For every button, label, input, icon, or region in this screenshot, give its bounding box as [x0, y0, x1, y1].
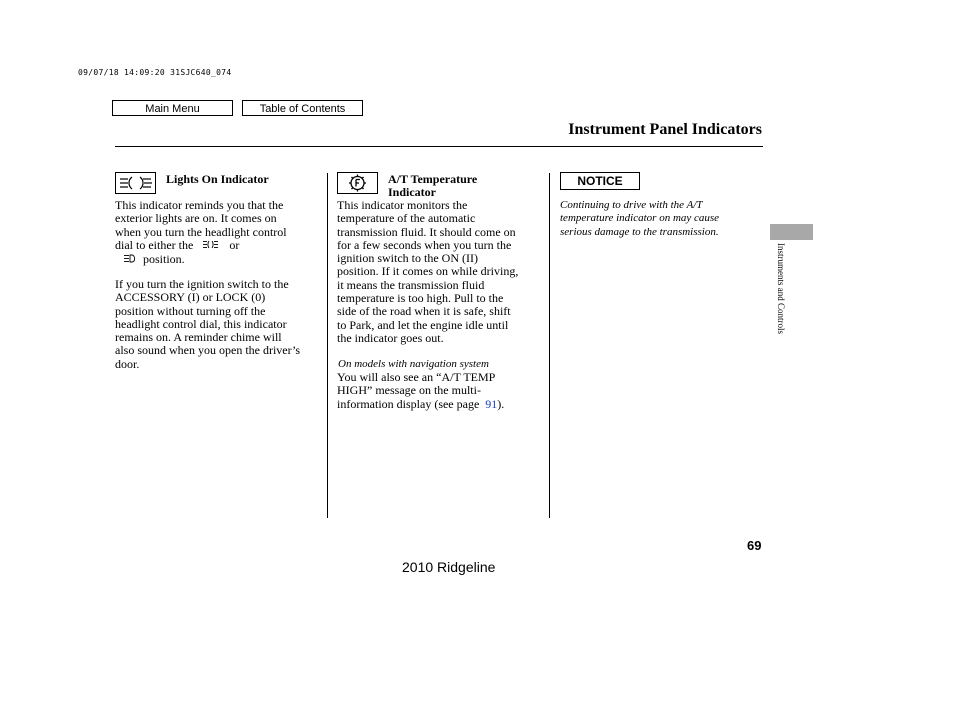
headlight-indicator-icon [115, 172, 156, 194]
section-tab-label: Instruments and Controls [776, 243, 786, 334]
notice-text: Continuing to drive with the A/T temperature indicator on may cause serious damage to the transmission. [560, 199, 720, 238]
at-temperature-heading: A/T Temperature Indicator [388, 172, 478, 199]
headlights-icon [123, 253, 137, 266]
page-number: 69 [747, 538, 762, 553]
column-divider [327, 173, 328, 518]
header-rule [115, 146, 763, 147]
table-of-contents-button[interactable]: Table of Contents [242, 100, 363, 116]
column-divider [549, 173, 550, 518]
at-temperature-icon [337, 172, 378, 194]
navigation-models-note: On models with navigation system [338, 358, 489, 370]
notice-label: NOTICE [560, 172, 640, 190]
at-temperature-paragraph-2: You will also see an “A/T TEMP HIGH” message on the multi- information display (see page 91). [337, 370, 505, 411]
lights-on-paragraph-2: If you turn the ignition switch to the ACCESSORY (I) or LOCK (0) position without turning off the headlight control dial, this indicator remains on. A reminder chime will also sound when you open the driver’s door. [115, 277, 301, 371]
model-footer: 2010 Ridgeline [402, 559, 496, 575]
lights-on-paragraph-1: This indicator reminds you that the exterior lights are on. It comes on when you turn the headlight control dial to either the or position. [115, 198, 287, 266]
main-menu-button[interactable]: Main Menu [112, 100, 233, 116]
print-stamp: 09/07/18 14:09:20 31SJC640_074 [78, 68, 232, 77]
parking-lights-icon [202, 239, 220, 252]
page-reference-link[interactable]: 91 [485, 396, 498, 411]
lights-on-heading: Lights On Indicator [166, 172, 269, 186]
page-title: Instrument Panel Indicators [568, 121, 762, 138]
section-tab [770, 224, 813, 240]
at-temperature-paragraph-1: This indicator monitors the temperature of the automatic transmission fluid. It should come on for a few seconds when you turn the ignition switch to the ON (II) position. If it comes on while driving, it means the transmission fluid temperature is too high. Pull to the side of the road when it is safe, shift to Park, and let the engine idle until the indicator goes out. [337, 198, 519, 345]
